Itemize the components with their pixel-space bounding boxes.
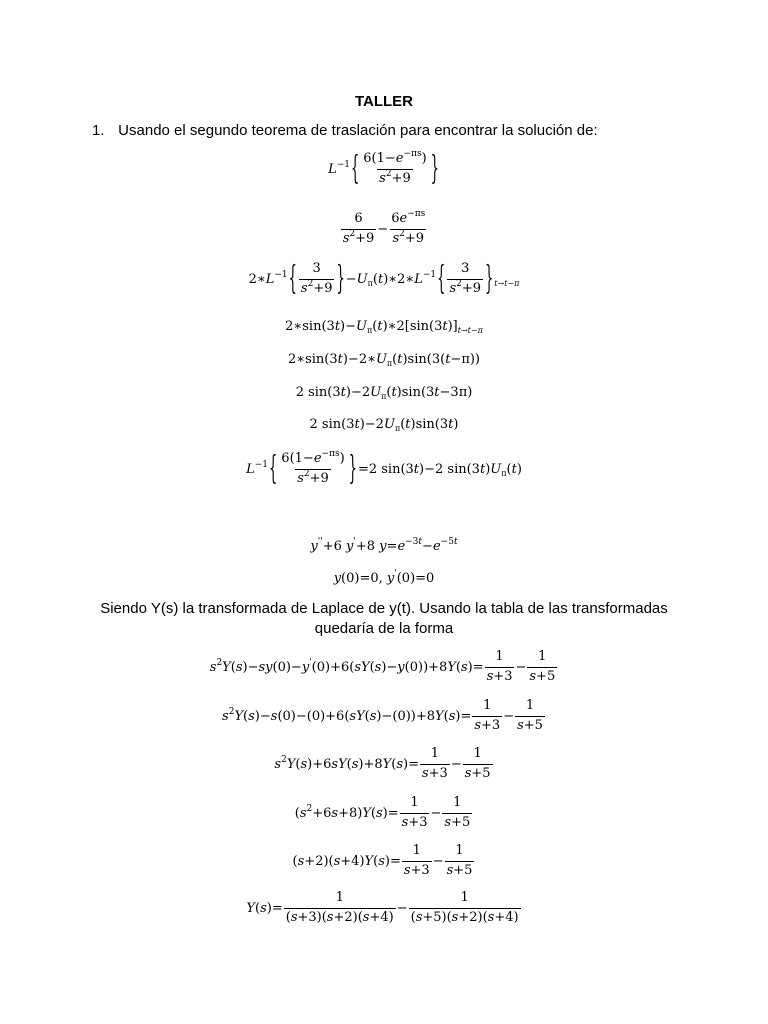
paragraph-1: Siendo Y(s) la transformada de Laplace de y(t). Usando la tabla de las transformadas quedaría de la forma (100, 600, 668, 637)
equation-8: $L^{-1}${ $\frac{6(1-e^{-\pi s})}{s^2+9}$ }=2 sin(3t)−2 $\sin(3t)U_\pi(t)$ (246, 449, 522, 489)
equation-11: $s^2Y(s)-sy(0)-y'(0)+6(sY(s)-y(0))+8Y(s)=$ $\frac{1}{s+3}$ − $\frac{1}{s+5}$ (209, 649, 556, 684)
question-number: 1. (92, 122, 105, 139)
equation-13: $s^2Y(s)+6sY(s)+8Y(s)=$ $\frac{1}{s+3}$ − $\frac{1}{s+5}$ (274, 746, 491, 781)
equation-14: $(s^2+6s+8)Y(s)=$ $\frac{1}{s+3}$ − $\frac{1}{s+5}$ (294, 795, 471, 830)
equation-7: 2 $\sin(3t)-2U_\pi(t)\sin(3t)$ (309, 417, 459, 433)
question-1 (92, 122, 598, 139)
question-text: Usando el segundo teorema de traslación para encontrar la solución de: (118, 122, 598, 139)
equation-2: $\frac{6}{s^2+9}$ − $\frac{6e^{-\pi s}}{s^2+9}$ (342, 209, 426, 246)
equation-15: (s+2)(s+4)Y(s)= $\frac{1}{s+3}$ − $\frac{1}{s+5}$ (292, 843, 473, 878)
equation-1: $L^{-1}${ $\frac{6(1-e^{-\pi s})}{s^2+9}$ } (328, 149, 439, 189)
equation-5: $2∗\sin(3t)-2∗U_\pi(t)\sin(3(t-\pi))$ (287, 352, 481, 368)
equation-4: $2∗\sin(3t)-U_\pi(t)∗2[\sin(3t)]_{t\to t-\pi}$ (285, 319, 483, 335)
equation-12: $s^2Y(s)-s(0)-(0)+6(sY(s)-(0))+8Y(s)=$ $\frac{1}{s+3}$ − $\frac{1}{s+5}$ (222, 698, 543, 733)
equation-16: Y(s)= $\frac{1}{(s+3)(s+2)(s+4)}$ − $\frac{1}{(s+5)(s+2)(s+4)}$ (246, 890, 519, 925)
equation-9: y''+6 y'+8 $y=e^{-3t}-e^{-5t}$ (310, 537, 458, 554)
document-title: TALLER (354, 93, 414, 110)
equation-10: y(0)=0, y'(0)=0 (333, 569, 435, 586)
equation-3: $2∗L^{-1}${ $\frac{3}{s^2+9}$ }$-U_\pi(t)∗2∗L^{-1}${ $\frac{3}{s^2+9}$ }$_{t\to t-\pi}$ (248, 260, 520, 299)
equation-6: 2 $\sin(3t)-2U_\pi(t)\sin(3t-3\pi)$ (295, 385, 473, 401)
